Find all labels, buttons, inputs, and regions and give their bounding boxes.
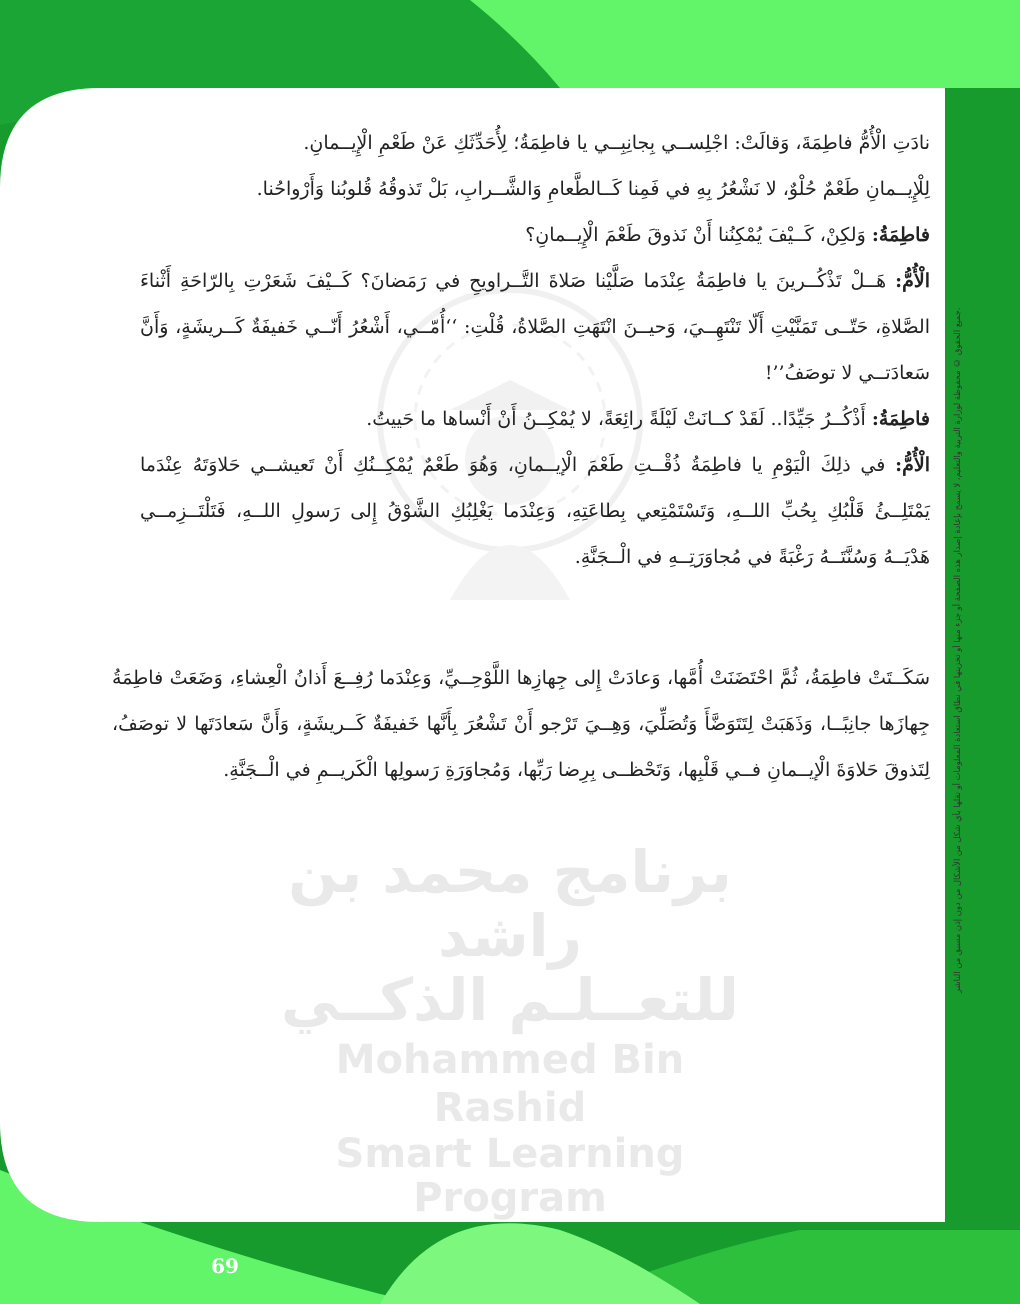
story-dialogue xyxy=(140,120,930,580)
story-paragraph-5 xyxy=(140,396,930,442)
mother-reply-1: هَــلْ تَذْكُــرينَ يا فاطِمَةُ عِنْدَما صَلَّيْنا صَلاةَ التَّــراويحِ في رَمَضانَ؟ كَــيْفَ شَعَرْتِ بِالرّاحَةِ أَثْناءَ الصَّلاةِ، حَتّــى تَمَنَّيْتِ أَلّا تَنْتَهِــيَ، وَحيــنَ انْتَهَتِ الصَّلاةُ، قُلْتِ: ‘‘أُمّــي، أَشْعُرُ أَنّــي خَفيفَةٌ كَــريشَةٍ، وَأَنَّ سَعادَتــي لا توصَفُ’’! xyxy=(140,270,930,384)
story-paragraph-6 xyxy=(140,442,930,580)
speaker-label-fatima: فاطِمَةُ: xyxy=(871,224,930,246)
watermark-english-line2: Smart Learning Program xyxy=(335,1131,685,1221)
fatima-question: وَلكِنْ، كَــيْفَ يُمْكِنُنا أَنْ نَذوقَ طَعْمَ الْإِيــمانِ؟ xyxy=(525,224,872,246)
story-paragraph-1: نادَتِ الْأُمُّ فاطِمَةَ، وَقالَتْ: اجْلِســي بِجانِبِــي يا فاطِمَةُ؛ لِأُحَدِّثَكِ عَنْ طَعْمِ الْإِيــمانِ. xyxy=(303,132,930,154)
watermark-english-line1: Mohammed Bin Rashid xyxy=(335,1037,685,1131)
story-paragraph-3 xyxy=(140,212,930,258)
copyright-note: جميع الحقوق © محفوظة لوزارة التربية والتعليم، لا يسمح بإعادة إصدار هذه الصفحة أو جزء منها أو تخزينها في نطاق استعادة المعلومات أو نقلها بأي شكل من الأشكال من دون إذن مسبق من الناشر. xyxy=(952,307,962,993)
story-paragraph-4 xyxy=(140,258,930,396)
watermark-arabic-line1: برنامج محمد بن راشد xyxy=(288,838,732,970)
speaker-label-mother: الْأُمُّ: xyxy=(895,270,930,292)
mother-reply-2: في ذلِكَ الْيَوْمِ يا فاطِمَةُ ذُقْــتِ طَعْمَ الْإيــمانِ، وَهُوَ طَعْمٌ يُمْكِــنُكِ أَنْ تَعيشــي حَلاوَتَهُ عِنْدَما يَمْتَلِــئُ قَلْبُكِ بِحُبِّ اللــهِ، وَتَسْتَمْتِعي بِطاعَتِهِ، وَعِنْدَما يَغْلِبُكِ الشَّوْقُ إِلى رَسولِ اللــهِ، فَتَلْتَــزِمــي هَدْيَــهُ وَسُنَّتَــهُ رَغْبَةً في مُجاوَرَتِــهِ في الْــجَنَّةِ. xyxy=(140,454,930,568)
speaker-label-mother: الْأُمُّ: xyxy=(895,454,930,476)
story-closing xyxy=(112,655,930,793)
watermark-arabic-line2: للتعــلـم الذكــي xyxy=(281,966,739,1034)
watermark-logo xyxy=(270,840,750,1220)
page-number: 69 xyxy=(211,1254,239,1278)
speaker-label-fatima: فاطِمَةُ: xyxy=(871,408,930,430)
closing-paragraph: سَكَــتَتْ فاطِمَةُ، ثُمَّ احْتَضَنَتْ أُمَّها، وَعادَتْ إِلى جِهازِها اللَّوْحِــيِّ، وَعِنْدَما رُفِــعَ أَذانُ الْعِشاءِ، وَضَعَتْ فاطِمَةُ جِهازَها جانِبًــا، وَذَهَبَتْ لِتَتَوَضَّأَ وَتُصَلِّيَ، وَهِــيَ تَرْجو أَنْ تَشْعُرَ بِأَنَّها خَفيفَةٌ كَــريشَةٍ، وَأَنَّ سَعادَتَها لا توصَفُ، لِتَذوقَ حَلاوَةَ الْإيــمانِ فــي قَلْبِها، وَتَحْظــى بِرِضا رَبِّها، وَمُجاوَرَةِ رَسولِها الْكَريــمِ في الْــجَنَّةِ. xyxy=(112,667,930,781)
fatima-reply: أَذْكُــرُ جَيِّدًا.. لَقَدْ كــانَتْ لَيْلَةً رائِعَةً، لا يُمْكِــنُ أَنْ أَنْساها ما حَييتُ. xyxy=(366,408,872,430)
story-paragraph-2: لِلْإِيــمانِ طَعْمٌ حُلْوٌ، لا نَشْعُرُ بِهِ في فَمِنا كَــالطَّعامِ وَالشَّــرابِ، بَلْ تَذوقُهُ قُلوبُنا وَأَرْواحُنا. xyxy=(256,178,930,200)
